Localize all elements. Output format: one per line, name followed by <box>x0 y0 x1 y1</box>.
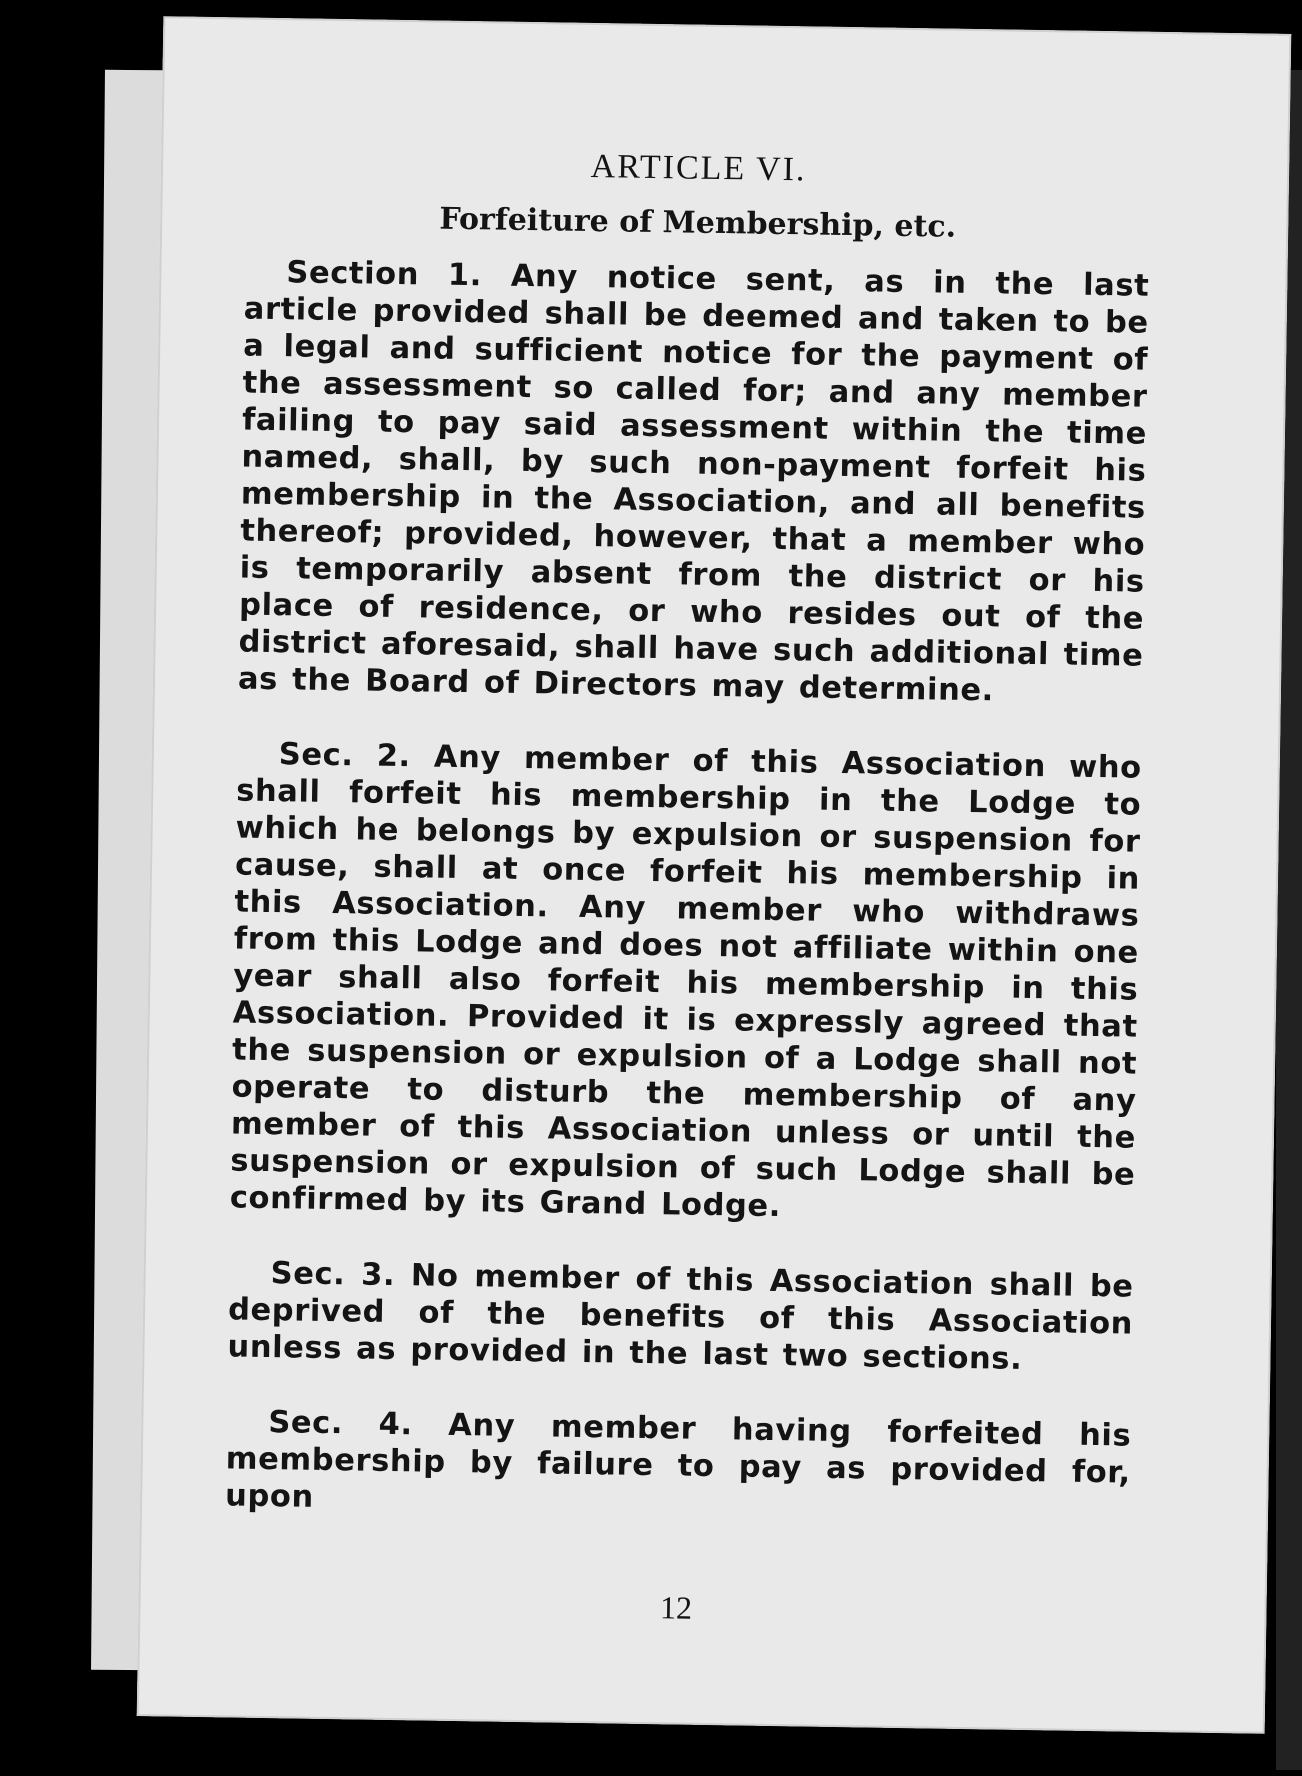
article-title: Forfeiture of Membership, etc. <box>439 201 957 245</box>
article-heading: ARTICLE VI. <box>590 147 807 189</box>
page-content <box>224 103 1152 1626</box>
paragraph-section-1: Section 1. Any notice sent, as in the last article provided shall be deemed and taken to be a legal and sufficient notice for the payment of the assessment so called for; and any member failing to pay said assessment within the time named, shall, by such non-payment forfeit his membership in the Association, and all benefits thereof; provided, however, that a member who is temporarily absent from the district or his place of residence, or who resides out of the district aforesaid, shall have such additional time as the Board of Directors may determine. <box>237 255 1150 709</box>
page-number: 12 <box>659 1589 693 1626</box>
paragraph-section-2: Sec. 2. Any member of this Association who shall forfeit his membership in the Lodge to which he belongs by expulsion or suspension for cause, shall at once forfeit his membership in this Association. Any member who withdraws from this Lodge and does not affiliate within one year shall also forfeit his membership in this Association. Provided it is expressly agreed that the suspension or expulsion of a Lodge shall not operate to disturb the membership of any member of this Association unless or until the suspension or expulsion of such Lodge shall be confirmed by its Grand Lodge. <box>229 737 1143 1225</box>
document-page <box>137 16 1292 1734</box>
paragraph-section-3: Sec. 3. No member of this Association shall be deprived of the benefits of this Association unless as provided in the last two sections. <box>227 1256 1134 1377</box>
paragraph-section-4: Sec. 4. Any member having forfeited his membership by failure to pay as provided for, upon <box>224 1405 1132 1515</box>
